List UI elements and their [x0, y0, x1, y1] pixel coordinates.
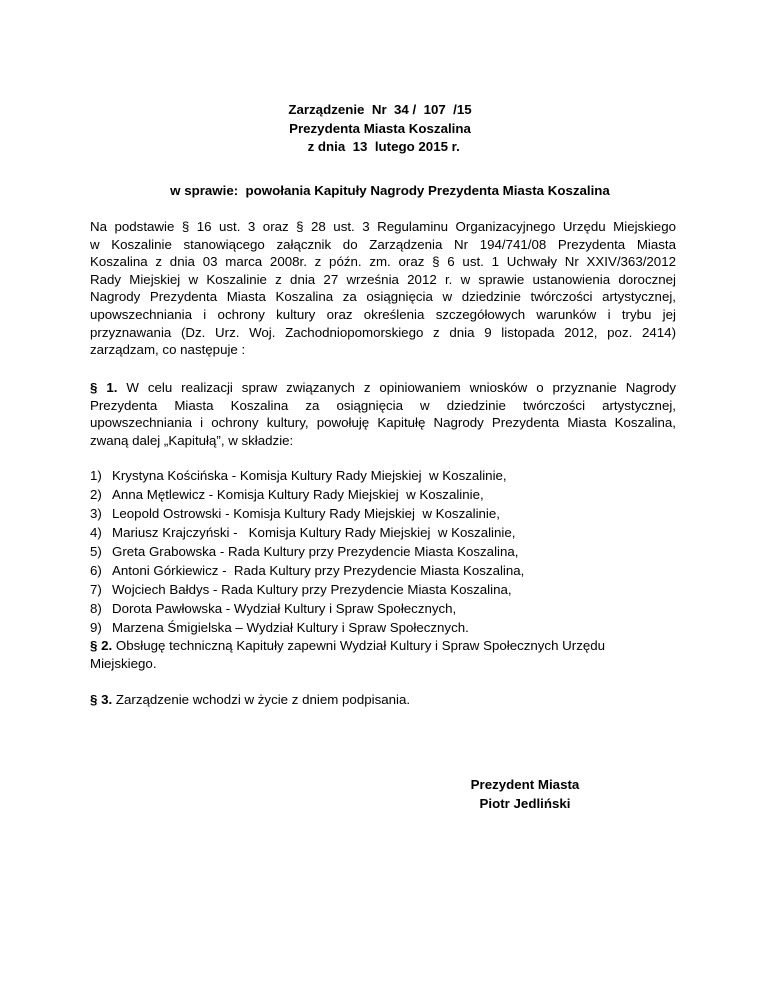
ordinance-date: z dnia 13 lutego 2015 r.	[300, 139, 460, 154]
text-line: Koszalina z dnia 03 marca 2008r. z późn. zm. oraz § 6 ust. 1 Uchwały Nr XXIV/363/2012	[90, 254, 676, 270]
document-header	[230, 101, 530, 157]
text-line: § 3. Zarządzenie wchodzi w życie z dniem podpisania.	[90, 692, 411, 707]
text-line: Rady Miejskiej w Koszalinie z dnia 27 września 2012 r. w sprawie ustanowienia dorocznej	[90, 271, 676, 287]
text-line: zarządzam, co następuje :	[90, 342, 246, 358]
text-line: przyznawania (Dz. Urz. Woj. Zachodniopomorskiego z dnia 9 listopada 2012, poz. 2414)	[90, 324, 676, 340]
section-2-label: § 2.	[90, 638, 113, 653]
text-line: upowszechniania i ochrony kultury oraz określenia szczegółowych warunków i trybu jej	[90, 306, 676, 322]
chapter-members-list	[90, 467, 676, 638]
section-3-paragraph	[90, 691, 676, 709]
section-1-label: § 1.	[90, 380, 118, 395]
text-line: zwaną dalej „Kapitułą”, w składzie:	[90, 432, 294, 448]
section-1-text: W celu realizacji spraw związanych z opiniowaniem wniosków o przyznanie Nagrody	[126, 380, 677, 395]
list-item: 3) Leopold Ostrowski - Komisja Kultury Rady Miejskiej w Koszalinie,	[90, 506, 500, 521]
list-item: 7) Wojciech Bałdys - Rada Kultury przy Prezydencie Miasta Koszalina,	[90, 582, 512, 597]
text-line: upowszechniania i ochrony kultury, powołuję Kapitułę Nagrody Prezydenta Miasta Koszalina,	[90, 415, 676, 431]
text-line: § 2. Obsługę techniczną Kapituły zapewni Wydział Kultury i Spraw Społecznych Urzędu	[90, 638, 606, 653]
section-1-paragraph	[90, 379, 676, 449]
text-line: Prezydenta Miasta Koszalina za osiągnięcia w dziedzinie twórczości artystycznej,	[90, 397, 676, 413]
list-item: 9) Marzena Śmigielska – Wydział Kultury i Spraw Społecznych.	[90, 620, 469, 635]
text-line: Na podstawie § 16 ust. 3 oraz § 28 ust. 3 Regulaminu Organizacyjnego Urzędu Miejskiego	[90, 219, 676, 234]
signature-block	[440, 775, 610, 813]
legal-basis-paragraph	[90, 218, 676, 359]
list-item: 1) Krystyna Kościńska - Komisja Kultury Rady Miejskiej w Koszalinie,	[90, 468, 507, 483]
list-item: 8) Dorota Pawłowska - Wydział Kultury i Spraw Społecznych,	[90, 601, 457, 616]
issuer: Prezydenta Miasta Koszalina	[289, 120, 471, 136]
section-2-paragraph	[90, 637, 676, 672]
list-item: 5) Greta Grabowska - Rada Kultury przy Prezydencie Miasta Koszalina,	[90, 544, 519, 559]
list-item: 4) Mariusz Krajczyński - Komisja Kultury Rady Miejskiej w Koszalinie,	[90, 525, 516, 540]
section-3-label: § 3.	[90, 692, 113, 707]
signatory-name: Piotr Jedliński	[479, 796, 571, 811]
list-item: 2) Anna Mętlewicz - Komisja Kultury Rady Miejskiej w Koszalinie,	[90, 487, 484, 502]
signatory-title: Prezydent Miasta	[470, 777, 580, 792]
list-item: 6) Antoni Górkiewicz - Rada Kultury przy Prezydencie Miasta Koszalina,	[90, 563, 525, 578]
ordinance-subject: w sprawie: powołania Kapituły Nagrody Prezydenta Miasta Koszalina	[170, 183, 610, 198]
text-line: Nagrody Prezydenta Miasta Koszalina za osiągnięcia w dziedzinie twórczości artystycznej,	[90, 289, 676, 305]
text-line	[90, 379, 676, 397]
text-line: w Koszalinie stanowiącego załącznik do Zarządzenia Nr 194/741/08 Prezydenta Miasta	[90, 236, 676, 252]
ordinance-number: Zarządzenie Nr 34 / 107 /15	[288, 102, 472, 117]
text-line: Miejskiego.	[90, 655, 157, 671]
